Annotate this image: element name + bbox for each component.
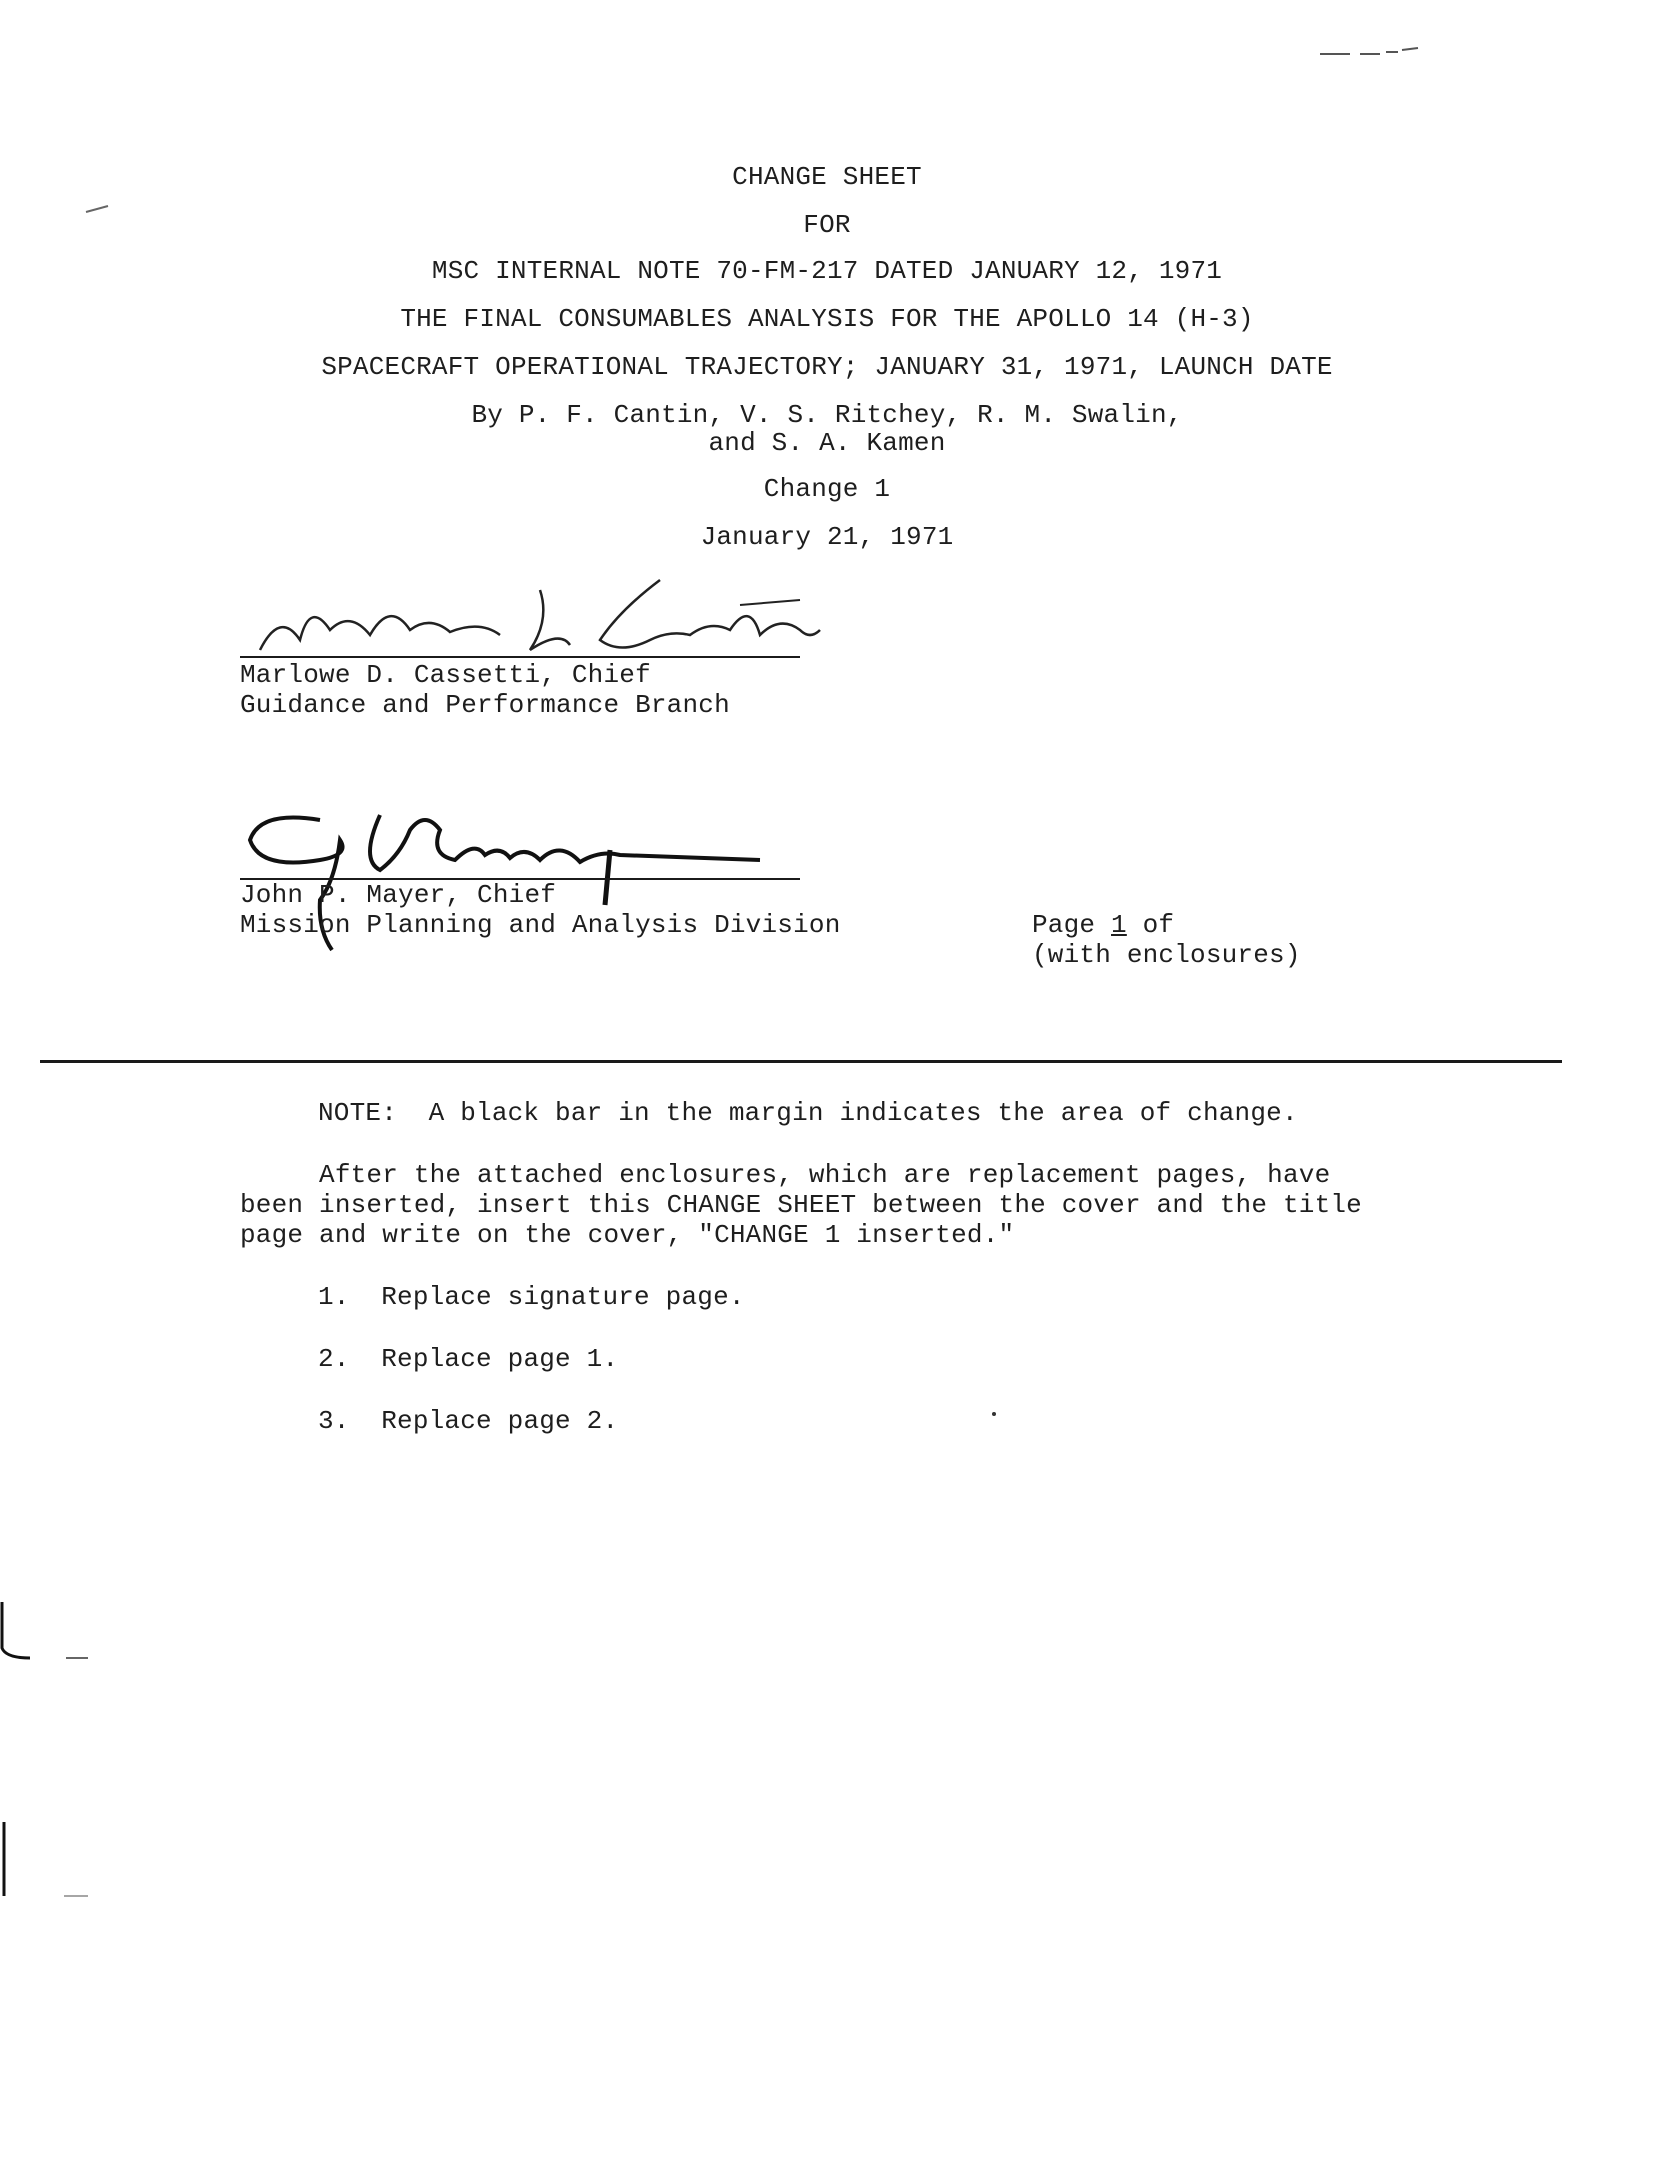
list-item-2 — [318, 1344, 618, 1374]
authors-line1: By P. F. Cantin, V. S. Ritchey, R. M. Swalin, — [471, 400, 1183, 430]
signer2-name: John P. Mayer, Chief — [240, 880, 557, 910]
page-info-enclosures: (with enclosures) — [1032, 940, 1301, 970]
page-info — [1032, 910, 1174, 940]
signature-line-1 — [240, 656, 800, 658]
authors-line2: and S. A. Kamen — [708, 428, 946, 458]
scan-mark-left-3 — [84, 200, 114, 220]
header-note-reference: MSC INTERNAL NOTE 70-FM-217 DATED JANUARY 12, 1971 — [431, 256, 1223, 286]
scan-dot — [990, 1410, 998, 1418]
page-number: 1 — [1111, 910, 1127, 940]
scan-mark-left-1 — [0, 1600, 90, 1670]
section-divider — [40, 1060, 1562, 1063]
instructions-line3: page and write on the cover, "CHANGE 1 inserted." — [240, 1220, 1015, 1250]
signer1-name: Marlowe D. Cassetti, Chief — [240, 660, 651, 690]
signer1-title: Guidance and Performance Branch — [240, 690, 730, 720]
list-item-2-number: 2. — [318, 1344, 350, 1374]
header-title: CHANGE SHEET — [732, 162, 922, 192]
signature-cassetti — [240, 560, 820, 660]
instructions-line2: been inserted, insert this CHANGE SHEET between the cover and the title — [240, 1190, 1362, 1220]
page-info-suffix: of — [1126, 910, 1175, 940]
list-item-1-text: Replace signature page. — [381, 1282, 745, 1312]
signer2-title: Mission Planning and Analysis Division — [240, 910, 841, 940]
page-info-prefix: Page — [1032, 910, 1112, 940]
scan-mark-top-right — [1320, 40, 1420, 60]
list-item-1-number: 1. — [318, 1282, 350, 1312]
list-item-3-number: 3. — [318, 1406, 350, 1436]
list-item-2-text: Replace page 1. — [381, 1344, 619, 1374]
header-document-title-line2: SPACECRAFT OPERATIONAL TRAJECTORY; JANUARY 31, 1971, LAUNCH DATE — [321, 352, 1333, 382]
scan-mark-left-2 — [0, 1820, 90, 1900]
list-item-3 — [318, 1406, 618, 1436]
list-item-3-text: Replace page 2. — [381, 1406, 619, 1436]
list-item-1 — [318, 1282, 745, 1312]
header-document-title-line1: THE FINAL CONSUMABLES ANALYSIS FOR THE APOLLO 14 (H-3) — [400, 304, 1254, 334]
header-for: FOR — [803, 210, 851, 240]
instructions-line1: After the attached enclosures, which are replacement pages, have — [240, 1160, 1331, 1190]
change-date: January 21, 1971 — [700, 522, 954, 552]
change-label: Change 1 — [763, 474, 891, 504]
note-text: NOTE: A black bar in the margin indicates the area of change. — [318, 1098, 1298, 1128]
